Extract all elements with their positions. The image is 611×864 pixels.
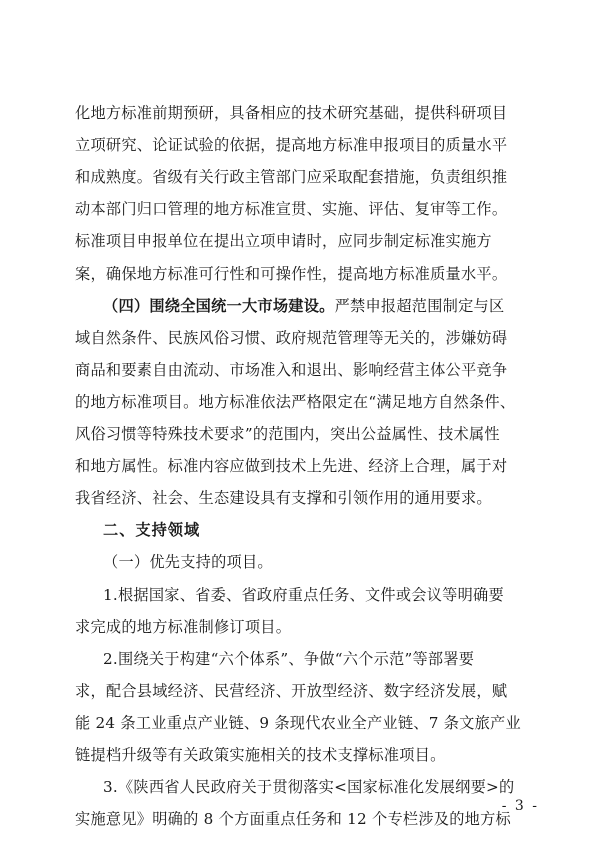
subsection-heading: （一）优先支持的项目。 [103,553,273,571]
list-item-line: 能 24 条工业重点产业链、9 条现代农业全产业链、7 条文旅产业 [75,714,521,732]
list-item-line: 求完成的地方标准制修订项目。 [75,618,292,636]
list-item-line: 2.围绕关于构建“六个体系”、争做“六个示范”等部署要 [103,650,475,668]
paragraph-line: 动本部门归口管理的地方标准宣贯、实施、评估、复审等工作。 [75,200,508,218]
paragraph-line: 和成熟度。省级有关行政主管部门应采取配套措施，负责组织推 [75,168,508,186]
paragraph-text: 严禁申报超范围制定与区 [334,297,505,315]
paragraph-line: 案，确保地方标准可行性和可操作性，提高地方标准质量水平。 [75,265,508,283]
paragraph-line: 化地方标准前期预研，具备相应的技术研究基础，提供科研项目 [75,104,508,122]
section-heading: 二、支持领域 [103,521,201,539]
list-item-line: 3.《陕西省人民政府关于贯彻落实<国家标准化发展纲要>的 [103,778,515,796]
list-item-line: 1.根据国家、省委、省政府重点任务、文件或会议等明确要 [103,586,504,604]
paragraph-line: 和地方属性。标准内容应做到技术上先进、经济上合理，属于对 [75,457,508,475]
paragraph-line: 立项研究、论证试验的依据，提高地方标准申报项目的质量水平 [75,136,508,154]
paragraph-line: 标准项目申报单位在提出立项申请时，应同步制定标准实施方 [75,232,492,250]
paragraph-line: 的地方标准项目。地方标准依法严格限定在“满足地方自然条件、 [75,393,516,411]
list-item-line: 求，配合县域经济、民营经济、开放型经济、数字经济发展，赋 [75,682,508,700]
paragraph-line: 商品和要素自由流动、市场准入和退出、影响经营主体公平竞争 [75,361,508,379]
paragraph-line: 域自然条件、民族风俗习惯、政府规范管理等无关的，涉嫌妨碍 [75,329,508,347]
paragraph-line: 风俗习惯等特殊技术要求”的范围内，突出公益属性、技术属性 [75,425,500,443]
section-four-heading: （四）围绕全国统一大市场建设。 [103,297,335,315]
paragraph-line: 我省经济、社会、生态建设具有支撑和引领作用的通用要求。 [75,489,492,507]
page-number: - 3 - [501,798,539,814]
section-four-line [103,296,545,316]
list-item-line: 链提档升级等有关政策实施相关的技术支撑标准项目。 [75,746,446,764]
list-item-line: 实施意见》明确的 8 个方面重点任务和 12 个专栏涉及的地方标 [75,810,511,828]
